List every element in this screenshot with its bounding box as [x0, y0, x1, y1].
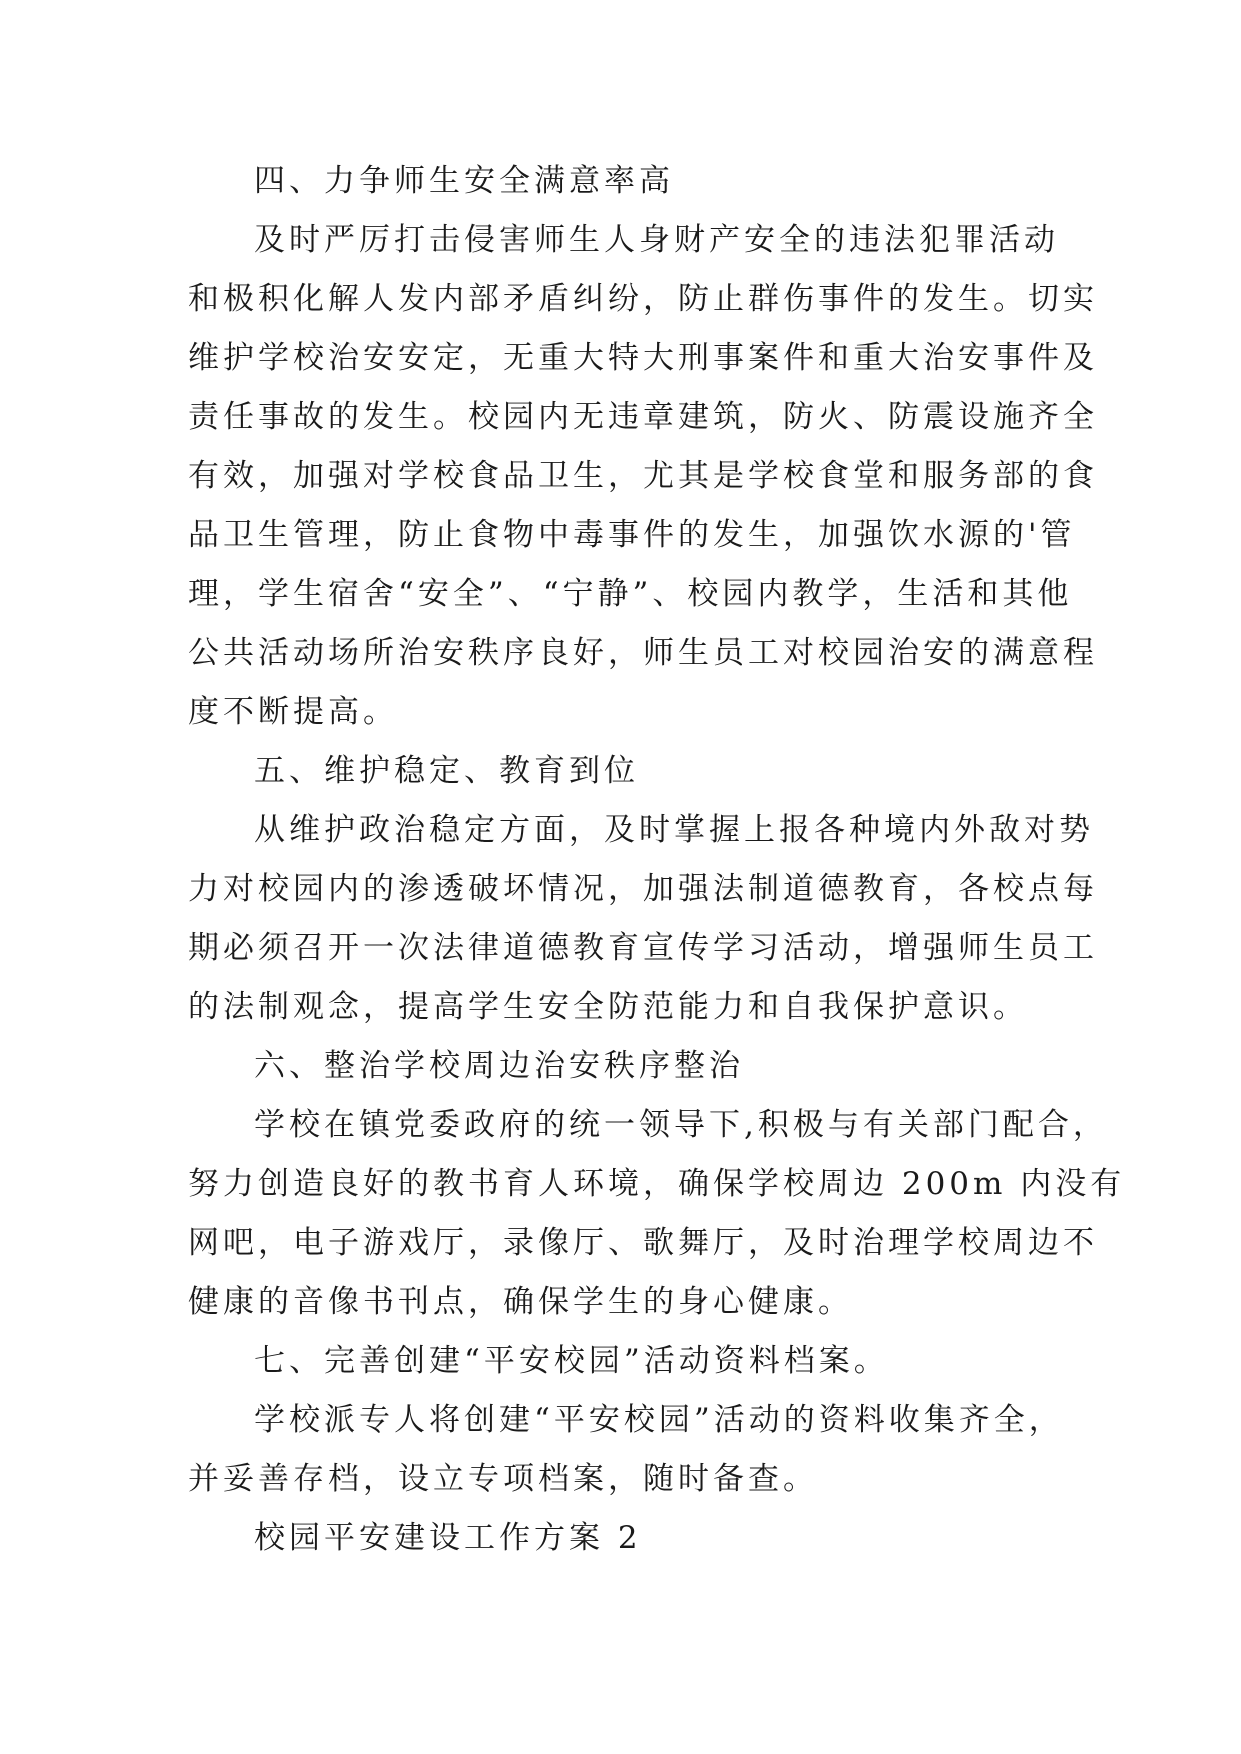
section-heading: 六、整治学校周边治安秩序整治 [254, 1048, 744, 1084]
paragraph-line: 公共活动场所治安秩序良好，师生员工对校园治安的满意程 [188, 635, 1098, 671]
document-body [188, 152, 1126, 1568]
paragraph-line: 理，学生宿舍“安全”、“宁静”、校园内教学，生活和其他 [188, 576, 1073, 612]
paragraph-line: 从维护政治稳定方面，及时掌握上报各种境内外敌对势 [254, 812, 1094, 848]
section-seven [188, 1332, 1064, 1509]
paragraph-line: 度不断提高。 [188, 694, 398, 730]
paragraph-line: 和极积化解人发内部矛盾纠纷，防止群伤事件的发生。切实 [188, 281, 1098, 317]
paragraph-line: 维护学校治安安定，无重大特大刑事案件和重大治安事件及 [188, 340, 1098, 376]
section-heading: 七、完善创建“平安校园”活动资料档案。 [254, 1343, 889, 1379]
section-heading: 四、力争师生安全满意率高 [254, 163, 674, 199]
paragraph-line: 网吧，电子游戏厅，录像厅、歌舞厅，及时治理学校周边不 [188, 1225, 1098, 1261]
paragraph-line: 品卫生管理，防止食物中毒事件的发生，加强饮水源的'管 [188, 517, 1076, 553]
paragraph-line: 健康的音像书刊点，确保学生的身心健康。 [188, 1284, 853, 1320]
paragraph-line: 努力创造良好的教书育人环境，确保学校周边 200m 内没有 [188, 1166, 1126, 1202]
paragraph-line: 力对校园内的渗透破坏情况，加强法制道德教育，各校点每 [188, 871, 1098, 907]
paragraph-line: 的法制观念，提高学生安全防范能力和自我保护意识。 [188, 989, 1028, 1025]
paragraph-line: 责任事故的发生。校园内无违章建筑，防火、防震设施齐全 [188, 399, 1098, 435]
paragraph-line: 及时严厉打击侵害师生人身财产安全的违法犯罪活动 [254, 222, 1059, 258]
section-five [188, 742, 1098, 1037]
section-six [188, 1037, 1126, 1332]
paragraph-line: 有效，加强对学校食品卫生，尤其是学校食堂和服务部的食 [188, 458, 1098, 494]
section-heading: 五、维护稳定、教育到位 [254, 753, 639, 789]
paragraph-line: 期必须召开一次法律道德教育宣传学习活动，增强师生员工 [188, 930, 1098, 966]
paragraph-line: 学校在镇党委政府的统一领导下,积极与有关部门配合， [254, 1107, 1108, 1143]
section-four [188, 152, 1098, 742]
paragraph-line: 学校派专人将创建“平安校园”活动的资料收集齐全， [254, 1402, 1064, 1438]
next-document-title: 校园平安建设工作方案 2 [254, 1520, 642, 1556]
paragraph-line: 并妥善存档，设立专项档案，随时备查。 [188, 1461, 818, 1497]
